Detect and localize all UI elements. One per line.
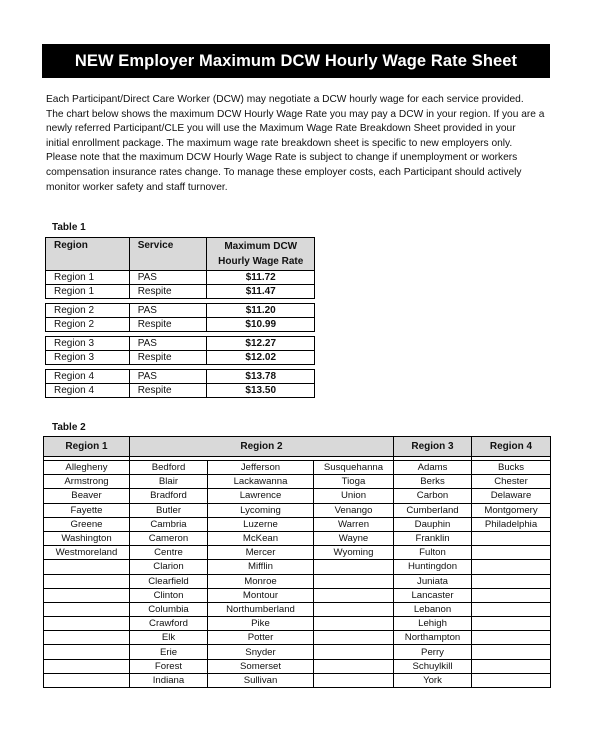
column-header-region-3: Region 3 bbox=[394, 437, 472, 457]
county-cell: Butler bbox=[130, 503, 208, 517]
county-cell: Berks bbox=[394, 475, 472, 489]
county-cell bbox=[472, 645, 551, 659]
county-cell: Perry bbox=[394, 645, 472, 659]
county-region-table bbox=[43, 436, 551, 688]
table-row bbox=[44, 631, 551, 645]
intro-line: monitor worker safety and staff turnover. bbox=[46, 181, 228, 193]
county-cell bbox=[472, 588, 551, 602]
county-cell bbox=[314, 659, 394, 673]
county-cell bbox=[472, 631, 551, 645]
table-row bbox=[44, 673, 551, 687]
county-cell: Wayne bbox=[314, 531, 394, 545]
rate-header-line2: Hourly Wage Rate bbox=[218, 256, 304, 267]
county-cell: Monroe bbox=[208, 574, 314, 588]
table-row bbox=[44, 617, 551, 631]
county-cell: Blair bbox=[130, 475, 208, 489]
rate-cell: $11.72 bbox=[207, 271, 315, 285]
county-cell: Northampton bbox=[394, 631, 472, 645]
county-cell bbox=[44, 588, 130, 602]
table-row bbox=[46, 304, 315, 318]
county-cell bbox=[314, 645, 394, 659]
county-cell bbox=[44, 560, 130, 574]
intro-line: Each Participant/Direct Care Worker (DCW) may negotiate a DCW hourly wage for each service provided. bbox=[46, 94, 524, 105]
table-row bbox=[44, 560, 551, 574]
county-cell: Luzerne bbox=[208, 517, 314, 531]
table-row bbox=[46, 351, 315, 365]
county-cell: Erie bbox=[130, 645, 208, 659]
county-cell: York bbox=[394, 673, 472, 687]
page-title: NEW Employer Maximum DCW Hourly Wage Rate Sheet bbox=[42, 44, 550, 78]
county-cell: Greene bbox=[44, 517, 130, 531]
region-cell: Region 4 bbox=[46, 370, 130, 384]
county-cell: Potter bbox=[208, 631, 314, 645]
county-cell: Huntingdon bbox=[394, 560, 472, 574]
wage-rate-table-body bbox=[46, 271, 315, 398]
county-cell: Union bbox=[314, 489, 394, 503]
county-cell: Montour bbox=[208, 588, 314, 602]
county-cell: Bucks bbox=[472, 461, 551, 475]
county-cell: Forest bbox=[130, 659, 208, 673]
region-cell: Region 1 bbox=[46, 285, 130, 299]
table-row bbox=[44, 503, 551, 517]
county-cell: Delaware bbox=[472, 489, 551, 503]
county-cell bbox=[314, 588, 394, 602]
county-cell: Adams bbox=[394, 461, 472, 475]
column-header-rate bbox=[207, 238, 315, 271]
column-header-region-1: Region 1 bbox=[44, 437, 130, 457]
service-cell: Respite bbox=[129, 384, 207, 398]
region-cell: Region 1 bbox=[46, 271, 130, 285]
county-cell: Lycoming bbox=[208, 503, 314, 517]
county-cell bbox=[314, 631, 394, 645]
table-row bbox=[44, 659, 551, 673]
county-cell: Indiana bbox=[130, 673, 208, 687]
county-cell: Beaver bbox=[44, 489, 130, 503]
county-cell: Clinton bbox=[130, 588, 208, 602]
county-cell bbox=[314, 574, 394, 588]
county-cell: Warren bbox=[314, 517, 394, 531]
region-cell: Region 3 bbox=[46, 351, 130, 365]
county-cell bbox=[314, 602, 394, 616]
county-cell bbox=[472, 617, 551, 631]
county-cell: Susquehanna bbox=[314, 461, 394, 475]
table-row bbox=[46, 271, 315, 285]
table-row bbox=[46, 318, 315, 332]
table-header-row bbox=[44, 437, 551, 457]
county-cell: Westmoreland bbox=[44, 546, 130, 560]
county-cell: Sullivan bbox=[208, 673, 314, 687]
county-cell bbox=[314, 673, 394, 687]
rate-header-line1: Maximum DCW bbox=[224, 241, 298, 252]
county-cell: Franklin bbox=[394, 531, 472, 545]
county-cell bbox=[472, 673, 551, 687]
county-cell bbox=[44, 602, 130, 616]
table-row bbox=[46, 384, 315, 398]
service-cell: Respite bbox=[129, 351, 207, 365]
county-cell bbox=[314, 617, 394, 631]
table2-caption: Table 2 bbox=[52, 422, 86, 433]
rate-cell: $12.02 bbox=[207, 351, 315, 365]
county-cell: Pike bbox=[208, 617, 314, 631]
rate-cell: $11.20 bbox=[207, 304, 315, 318]
county-cell bbox=[44, 659, 130, 673]
service-cell: PAS bbox=[129, 271, 207, 285]
region-cell: Region 2 bbox=[46, 318, 130, 332]
intro-line: compensation insurance rates change. To manage these employer costs, each Participant should actively bbox=[46, 166, 522, 178]
county-cell: Mifflin bbox=[208, 560, 314, 574]
wage-rate-table bbox=[45, 237, 315, 398]
county-cell: Venango bbox=[314, 503, 394, 517]
county-cell: Lawrence bbox=[208, 489, 314, 503]
county-cell bbox=[472, 574, 551, 588]
county-cell: Carbon bbox=[394, 489, 472, 503]
county-cell bbox=[472, 546, 551, 560]
service-cell: PAS bbox=[129, 337, 207, 351]
county-cell: Dauphin bbox=[394, 517, 472, 531]
table-row bbox=[44, 574, 551, 588]
service-cell: PAS bbox=[129, 370, 207, 384]
table-row bbox=[44, 531, 551, 545]
rate-cell: $10.99 bbox=[207, 318, 315, 332]
county-cell: Cambria bbox=[130, 517, 208, 531]
county-cell bbox=[44, 645, 130, 659]
county-cell: Juniata bbox=[394, 574, 472, 588]
rate-cell: $12.27 bbox=[207, 337, 315, 351]
service-cell: Respite bbox=[129, 285, 207, 299]
region-cell: Region 3 bbox=[46, 337, 130, 351]
table-row bbox=[44, 645, 551, 659]
county-cell: Fayette bbox=[44, 503, 130, 517]
county-cell: Chester bbox=[472, 475, 551, 489]
region-cell: Region 2 bbox=[46, 304, 130, 318]
county-cell: Somerset bbox=[208, 659, 314, 673]
county-cell: Philadelphia bbox=[472, 517, 551, 531]
county-cell: Cameron bbox=[130, 531, 208, 545]
intro-line: newly referred Participant/CLE you will use the Maximum Wage Rate Breakdown Sheet provided in your bbox=[46, 123, 516, 135]
county-cell: Northumberland bbox=[208, 602, 314, 616]
county-cell: Cumberland bbox=[394, 503, 472, 517]
service-cell: Respite bbox=[129, 318, 207, 332]
county-cell: Columbia bbox=[130, 602, 208, 616]
table-row bbox=[44, 461, 551, 475]
rate-cell: $11.47 bbox=[207, 285, 315, 299]
county-cell: Bedford bbox=[130, 461, 208, 475]
county-cell bbox=[472, 602, 551, 616]
region-cell: Region 4 bbox=[46, 384, 130, 398]
table-row bbox=[44, 489, 551, 503]
column-header-region-2: Region 2 bbox=[130, 437, 394, 457]
county-cell: McKean bbox=[208, 531, 314, 545]
county-cell: Schuylkill bbox=[394, 659, 472, 673]
county-cell: Bradford bbox=[130, 489, 208, 503]
county-cell: Allegheny bbox=[44, 461, 130, 475]
column-header-region-4: Region 4 bbox=[472, 437, 551, 457]
intro-line: initial enrollment package. The maximum wage rate breakdown sheet is specific to new employers only. bbox=[46, 137, 513, 149]
county-region-table-body bbox=[44, 457, 551, 688]
table-row bbox=[46, 370, 315, 384]
column-header-region: Region bbox=[46, 238, 130, 271]
table-row bbox=[44, 546, 551, 560]
county-cell bbox=[44, 617, 130, 631]
column-header-service: Service bbox=[129, 238, 207, 271]
table-row bbox=[46, 337, 315, 351]
rate-cell: $13.78 bbox=[207, 370, 315, 384]
county-cell: Lebanon bbox=[394, 602, 472, 616]
table-row bbox=[44, 475, 551, 489]
service-cell: PAS bbox=[129, 304, 207, 318]
county-cell bbox=[44, 673, 130, 687]
county-cell: Lehigh bbox=[394, 617, 472, 631]
county-cell: Jefferson bbox=[208, 461, 314, 475]
county-cell: Clearfield bbox=[130, 574, 208, 588]
table1-caption: Table 1 bbox=[52, 222, 86, 233]
county-cell bbox=[44, 631, 130, 645]
table-row bbox=[44, 602, 551, 616]
county-cell bbox=[472, 531, 551, 545]
county-cell: Crawford bbox=[130, 617, 208, 631]
county-cell: Lackawanna bbox=[208, 475, 314, 489]
county-cell: Montgomery bbox=[472, 503, 551, 517]
county-cell: Clarion bbox=[130, 560, 208, 574]
county-cell: Mercer bbox=[208, 546, 314, 560]
intro-paragraph bbox=[46, 93, 556, 195]
county-cell: Tioga bbox=[314, 475, 394, 489]
county-cell bbox=[44, 574, 130, 588]
county-cell: Snyder bbox=[208, 645, 314, 659]
rate-cell: $13.50 bbox=[207, 384, 315, 398]
county-cell: Lancaster bbox=[394, 588, 472, 602]
county-cell: Elk bbox=[130, 631, 208, 645]
county-cell bbox=[314, 560, 394, 574]
table-row bbox=[44, 517, 551, 531]
county-cell: Wyoming bbox=[314, 546, 394, 560]
county-cell: Centre bbox=[130, 546, 208, 560]
table-row bbox=[44, 588, 551, 602]
intro-line: The chart below shows the maximum DCW Hourly Wage Rate you may pay a DCW in your region. If you are a bbox=[46, 108, 545, 120]
table-header-row bbox=[46, 238, 315, 271]
county-cell bbox=[472, 560, 551, 574]
county-cell: Fulton bbox=[394, 546, 472, 560]
county-cell: Armstrong bbox=[44, 475, 130, 489]
county-cell bbox=[472, 659, 551, 673]
intro-line: Please note that the maximum DCW Hourly Wage Rate is subject to change if unemployment or workers bbox=[46, 152, 518, 164]
county-cell: Washington bbox=[44, 531, 130, 545]
table-row bbox=[46, 285, 315, 299]
